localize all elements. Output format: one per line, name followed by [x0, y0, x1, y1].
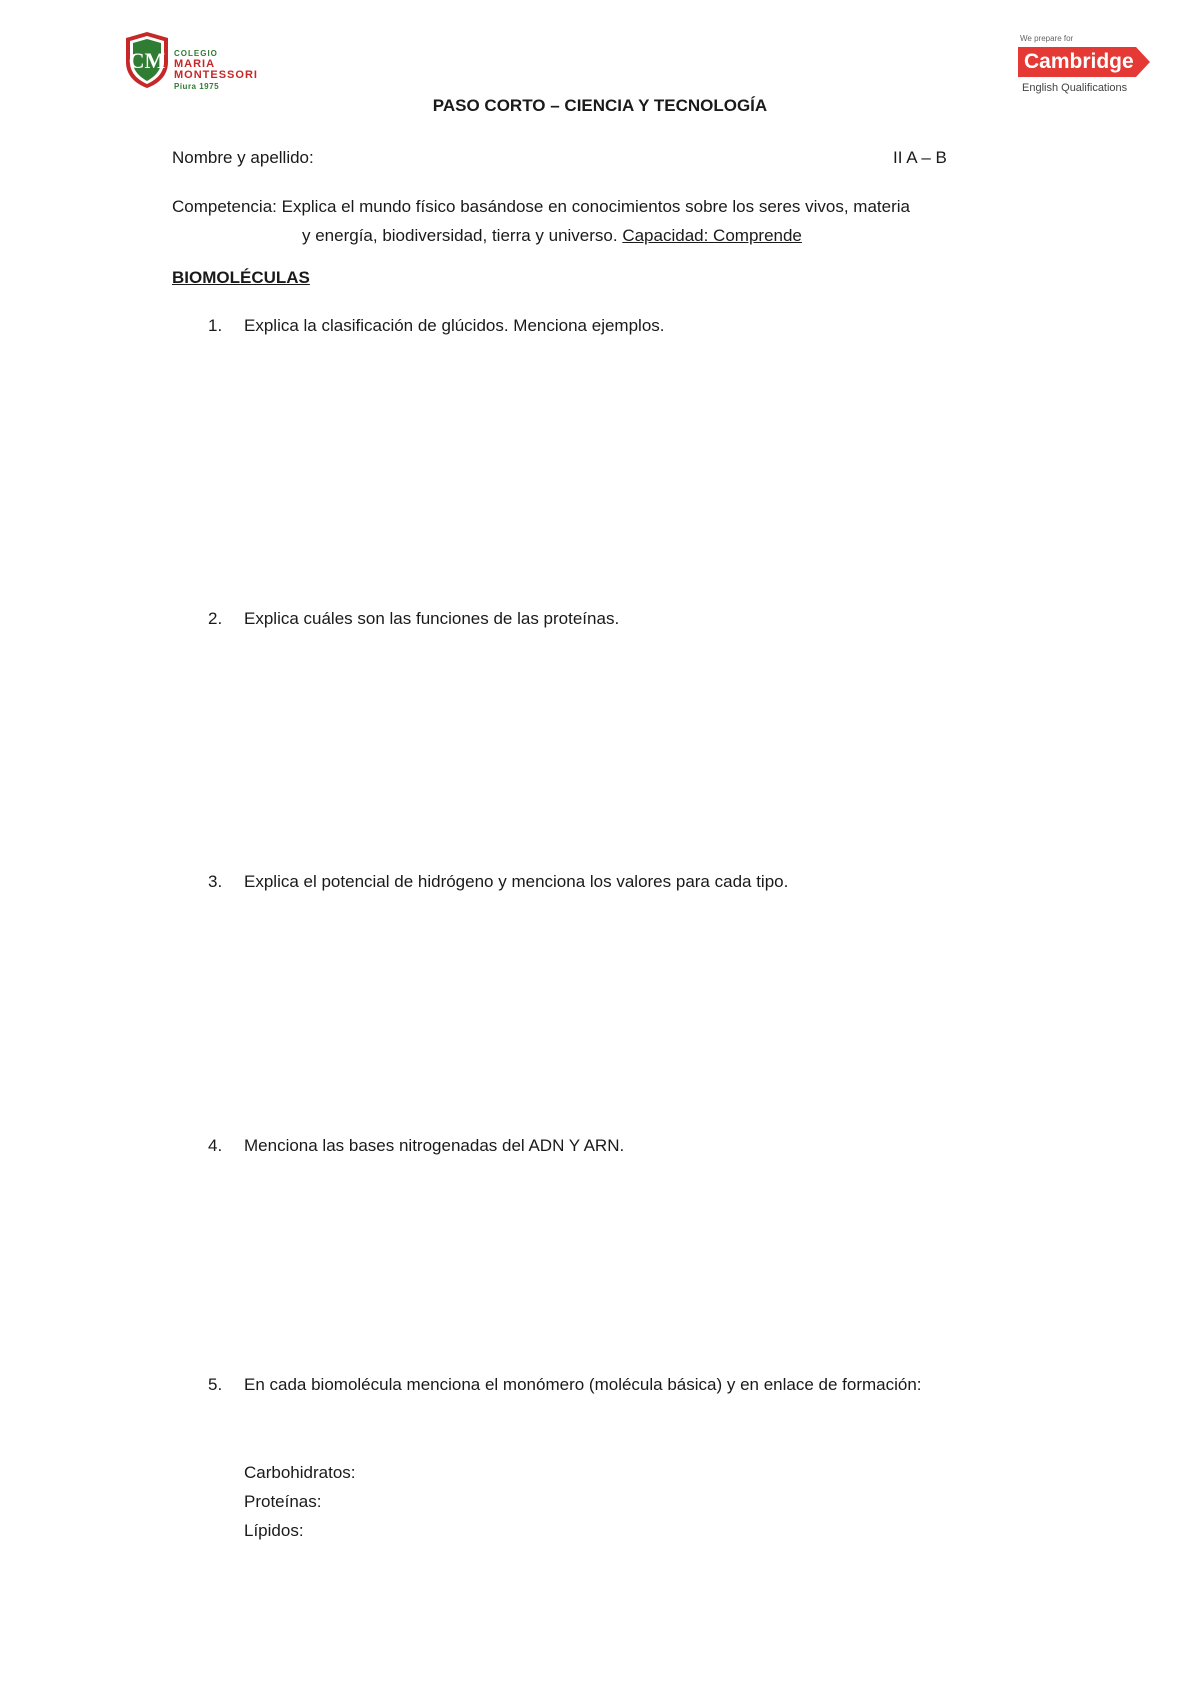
competence-line2: y energía, biodiversidad, tierra y universo.: [302, 226, 623, 245]
competence-line2-wrap: [172, 221, 1032, 250]
question-number: 3.: [208, 872, 223, 891]
question-4: [172, 1131, 1032, 1160]
question-text: Explica la clasificación de glúcidos. Menciona ejemplos.: [244, 316, 665, 335]
school-name-line2: MARIA: [174, 58, 216, 70]
list-item-carbohidratos: Carbohidratos:: [244, 1463, 356, 1482]
capacity-label: Capacidad: Comprende: [622, 226, 802, 245]
section-heading: BIOMOLÉCULAS: [172, 268, 310, 287]
cambridge-word: Cambridge: [1024, 50, 1134, 73]
list-item-lipidos: Lípidos:: [244, 1521, 304, 1540]
competence-paragraph: [172, 192, 1032, 250]
school-name-line1: COLEGIO: [174, 49, 218, 58]
question-text: Explica cuáles son las funciones de las proteínas.: [244, 609, 620, 628]
question-1: [172, 311, 1032, 340]
school-name: [174, 48, 258, 92]
question-text: Explica el potencial de hidrógeno y menciona los valores para cada tipo.: [244, 872, 789, 891]
competence-line1: Competencia: Explica el mundo físico basándose en conocimientos sobre los seres vivos, materia: [172, 197, 910, 216]
name-label: Nombre y apellido:: [172, 148, 314, 167]
school-logo: [124, 30, 264, 90]
school-initials: CM: [128, 48, 166, 73]
cambridge-logo: [1018, 34, 1168, 94]
section-label: II A – B: [893, 148, 947, 167]
shield-icon: [124, 30, 170, 90]
question-number: 5.: [208, 1375, 223, 1394]
school-name-line3: MONTESSORI: [174, 69, 258, 81]
question-5: [172, 1370, 1032, 1399]
question-number: 2.: [208, 609, 223, 628]
biomolecule-list: [244, 1458, 356, 1545]
question-text: Menciona las bases nitrogenadas del ADN Y ARN.: [244, 1136, 625, 1155]
question-number: 4.: [208, 1136, 223, 1155]
question-2: [172, 604, 1032, 633]
school-name-line4: Piura 1975: [174, 82, 220, 91]
cambridge-subtitle: English Qualifications: [1022, 82, 1128, 94]
question-3: [172, 867, 1032, 896]
cambridge-tagline: We prepare for: [1020, 34, 1074, 43]
question-text: En cada biomolécula menciona el monómero (molécula básica) y en enlace de formación:: [244, 1375, 922, 1394]
list-item-proteinas: Proteínas:: [244, 1492, 322, 1511]
page-title: PASO CORTO – CIENCIA Y TECNOLOGÍA: [432, 96, 768, 115]
question-number: 1.: [208, 316, 223, 335]
